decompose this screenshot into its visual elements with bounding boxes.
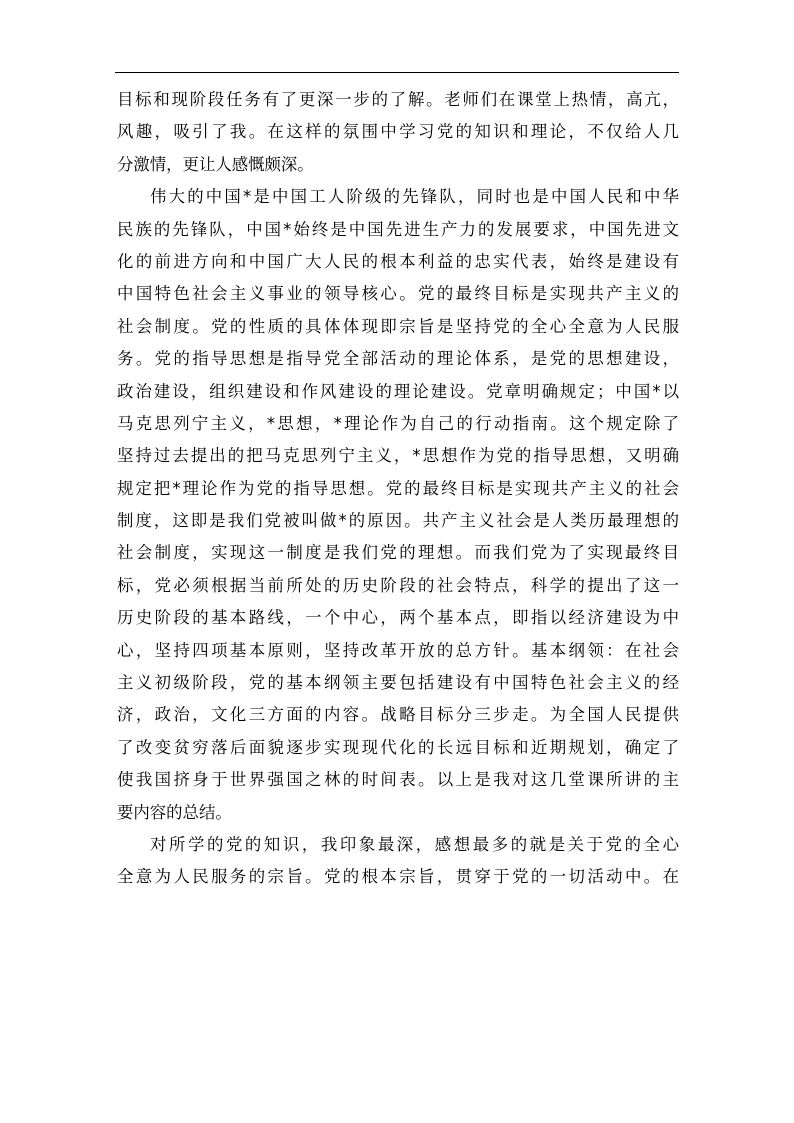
text-line: 分激情，更让人感慨颇深。 <box>117 154 314 174</box>
text-line: 坚持过去提出的把马克思列宁主义，*思想作为党的指导思想，又明确 <box>117 446 679 466</box>
text-line: 化的前进方向和中国广大人民的根本利益的忠实代表，始终是建设有 <box>117 251 679 271</box>
text-line: 对所学的党的知识，我印象最深，感想最多的就是关于党的全心 <box>150 834 679 854</box>
text-line: 历史阶段的基本路线，一个中心，两个基本点，即指以经济建设为中 <box>117 608 679 628</box>
text-line: 标，党必须根据当前所处的历史阶段的社会特点，科学的提出了这一 <box>117 575 679 595</box>
text-line: 民族的先锋队，中国*始终是中国先进生产力的发展要求，中国先进文 <box>117 219 679 239</box>
document-body <box>117 84 679 894</box>
text-line: 心，坚持四项基本原则，坚持改革开放的总方针。基本纲领：在社会 <box>117 640 679 660</box>
text-line: 了改变贫穷落后面貌逐步实现现代化的长远目标和近期规划，确定了 <box>117 737 679 757</box>
text-line: 要内容的总结。 <box>117 802 232 822</box>
text-line: 中国特色社会主义事业的领导核心。党的最终目标是实现共产主义的 <box>117 284 679 304</box>
text-line: 目标和现阶段任务有了更深一步的了解。老师们在课堂上热情，高亢， <box>117 90 679 109</box>
text-line: 政治建设，组织建设和作风建设的理论建设。党章明确规定；中国*以 <box>117 381 679 401</box>
paragraph <box>117 829 679 894</box>
paragraph <box>117 181 679 829</box>
text-line: 务。党的指导思想是指导党全部活动的理论体系，是党的思想建设， <box>117 349 679 369</box>
text-line: 全意为人民服务的宗旨。党的根本宗旨，贯穿于党的一切活动中。在 <box>117 867 679 887</box>
text-line: 风趣，吸引了我。在这样的氛围中学习党的知识和理论，不仅给人几 <box>117 122 679 142</box>
text-line: 制度，这即是我们党被叫做*的原因。共产主义社会是人类历最理想的 <box>117 511 679 531</box>
text-line: 社会制度，实现这一制度是我们党的理想。而我们党为了实现最终目 <box>117 543 679 563</box>
text-line: 马克思列宁主义，*思想，*理论作为自己的行动指南。这个规定除了 <box>117 413 679 433</box>
header-rule <box>115 72 679 73</box>
text-line: 伟大的中国*是中国工人阶级的先锋队，同时也是中国人民和中华 <box>150 187 679 207</box>
text-line: 规定把*理论作为党的指导思想。党的最终目标是实现共产主义的社会 <box>117 478 679 498</box>
paragraph <box>117 84 679 181</box>
text-line: 社会制度。党的性质的具体体现即宗旨是坚持党的全心全意为人民服 <box>117 316 679 336</box>
text-line: 济，政治，文化三方面的内容。战略目标分三步走。为全国人民提供 <box>117 705 679 725</box>
text-line: 使我国挤身于世界强国之林的时间表。以上是我对这几堂课所讲的主 <box>117 770 679 790</box>
text-line: 主义初级阶段，党的基本纲领主要包括建设有中国特色社会主义的经 <box>117 673 679 693</box>
